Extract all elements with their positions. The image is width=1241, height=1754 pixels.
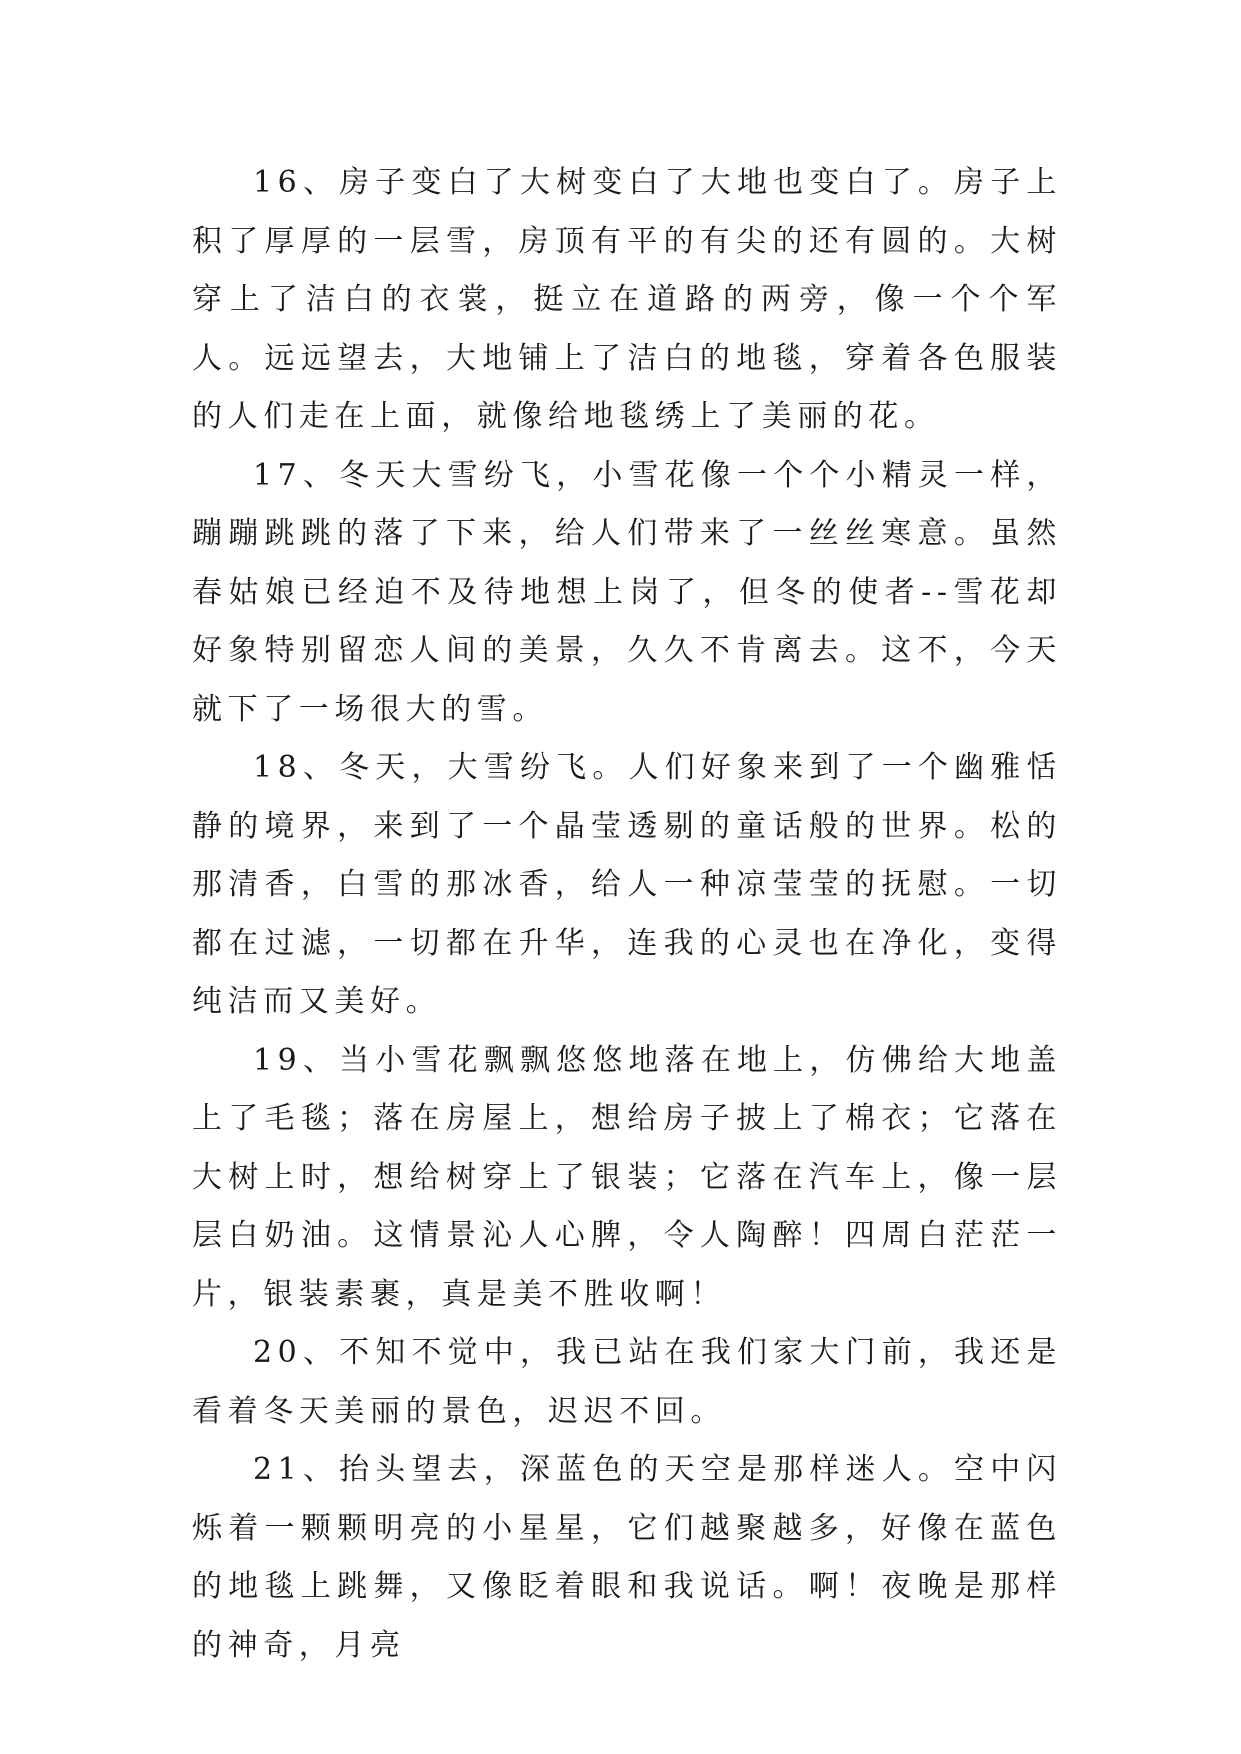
document-body: [192, 154, 1062, 1675]
paragraph-18: 18、冬天，大雪纷飞。人们好象来到了一个幽雅恬静的境界，来到了一个晶莹透剔的童话般的世界。松的那清香，白雪的那冰香，给人一种凉莹莹的抚慰。一切都在过滤，一切都在升华，连我的心灵也在净化，变得纯洁而又美好。: [192, 750, 1062, 1019]
paragraph-16: 16、房子变白了大树变白了大地也变白了。房子上积了厚厚的一层雪，房顶有平的有尖的还有圆的。大树穿上了洁白的衣裳，挺立在道路的两旁，像一个个军人。远远望去，大地铺上了洁白的地毯，穿着各色服装的人们走在上面，就像给地毯绣上了美丽的花。: [192, 165, 1062, 434]
paragraph-20: 20、不知不觉中，我已站在我们家大门前，我还是看着冬天美丽的景色，迟迟不回。: [192, 1335, 1062, 1429]
paragraph-21: 21、抬头望去，深蓝色的天空是那样迷人。空中闪烁着一颗颗明亮的小星星，它们越聚越多，好像在蓝色的地毯上跳舞，又像眨着眼和我说话。啊！夜晚是那样的神奇，月亮: [192, 1452, 1062, 1663]
paragraph-19: 19、当小雪花飘飘悠悠地落在地上，仿佛给大地盖上了毛毯；落在房屋上，想给房子披上了棉衣；它落在大树上时，想给树穿上了银装；它落在汽车上，像一层层白奶油。这情景沁人心脾，令人陶醉！四周白茫茫一片，银装素裹，真是美不胜收啊！: [192, 1042, 1062, 1312]
paragraph-17: 17、冬天大雪纷飞，小雪花像一个个小精灵一样，蹦蹦跳跳的落了下来，给人们带来了一丝丝寒意。虽然春姑娘已经迫不及待地想上岗了，但冬的使者--雪花却好象特别留恋人间的美景，久久不肯离去。这不，今天就下了一场很大的雪。: [192, 457, 1062, 727]
